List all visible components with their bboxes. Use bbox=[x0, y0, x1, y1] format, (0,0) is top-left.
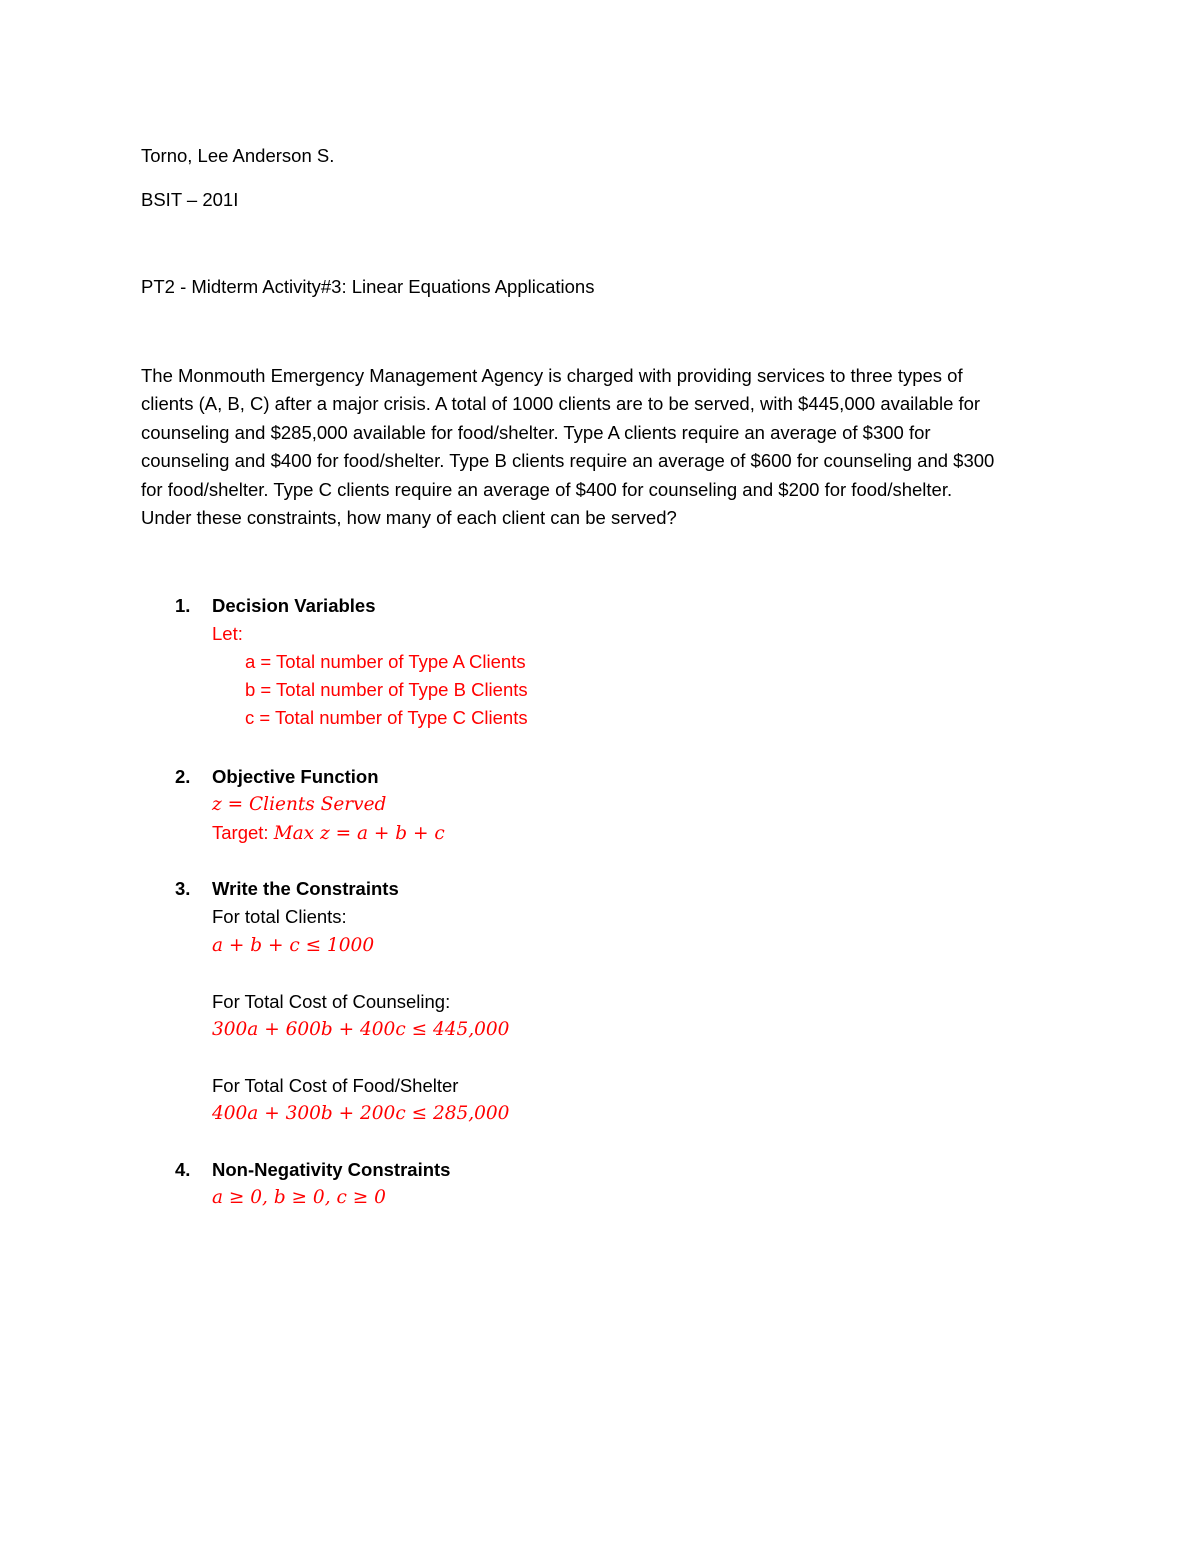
step-2-heading: Objective Function bbox=[212, 766, 379, 787]
non-negativity-expr: a ≥ 0, b ≥ 0, c ≥ 0 bbox=[212, 1187, 386, 1208]
problem-line: for food/shelter. Type C clients require an average of $400 for counseling and $200 for food/shelter. bbox=[141, 478, 953, 500]
problem-line: counseling and $400 for food/shelter. Type B clients require an average of $600 for counseling and $300 bbox=[141, 450, 995, 472]
activity-title: PT2 - Midterm Activity#3: Linear Equations Applications bbox=[141, 276, 595, 297]
constraint-label-food-shelter: For Total Cost of Food/Shelter bbox=[212, 1075, 459, 1096]
constraint-expr-counseling: 300a + 600b + 400c ≤ 445,000 bbox=[212, 1019, 510, 1040]
variable-c: c = Total number of Type C Clients bbox=[245, 707, 528, 728]
student-section: BSIT – 201I bbox=[141, 189, 239, 210]
target-label: Target: bbox=[212, 822, 274, 843]
let-label: Let: bbox=[212, 623, 243, 644]
step-4-number: 4. bbox=[175, 1159, 191, 1180]
problem-statement bbox=[141, 362, 1061, 532]
constraint-expr-clients: a + b + c ≤ 1000 bbox=[212, 935, 375, 956]
variable-b: b = Total number of Type B Clients bbox=[245, 679, 528, 700]
problem-line: The Monmouth Emergency Management Agency is charged with providing services to three types of bbox=[141, 365, 963, 386]
target-expression: Max z = a + b + c bbox=[273, 823, 445, 844]
objective-definition: z = Clients Served bbox=[212, 794, 387, 815]
constraint-expr-food-shelter: 400a + 300b + 200c ≤ 285,000 bbox=[212, 1103, 510, 1124]
step-1-number: 1. bbox=[175, 595, 191, 616]
constraint-label-clients: For total Clients: bbox=[212, 906, 347, 927]
problem-line: Under these constraints, how many of each client can be served? bbox=[141, 507, 677, 529]
step-3-heading: Write the Constraints bbox=[212, 878, 399, 899]
student-name: Torno, Lee Anderson S. bbox=[141, 145, 335, 166]
step-2-number: 2. bbox=[175, 766, 191, 787]
constraint-label-counseling: For Total Cost of Counseling: bbox=[212, 991, 451, 1012]
objective-target bbox=[212, 819, 445, 848]
problem-line: counseling and $285,000 available for food/shelter. Type A clients require an average of $300 for bbox=[141, 421, 931, 443]
step-1-heading: Decision Variables bbox=[212, 595, 376, 616]
variable-a: a = Total number of Type A Clients bbox=[245, 651, 526, 672]
problem-line: clients (A, B, C) after a major crisis. A total of 1000 clients are to be served, with $445,000 available for bbox=[141, 393, 981, 415]
step-4-heading: Non-Negativity Constraints bbox=[212, 1159, 451, 1180]
step-3-number: 3. bbox=[175, 878, 191, 899]
